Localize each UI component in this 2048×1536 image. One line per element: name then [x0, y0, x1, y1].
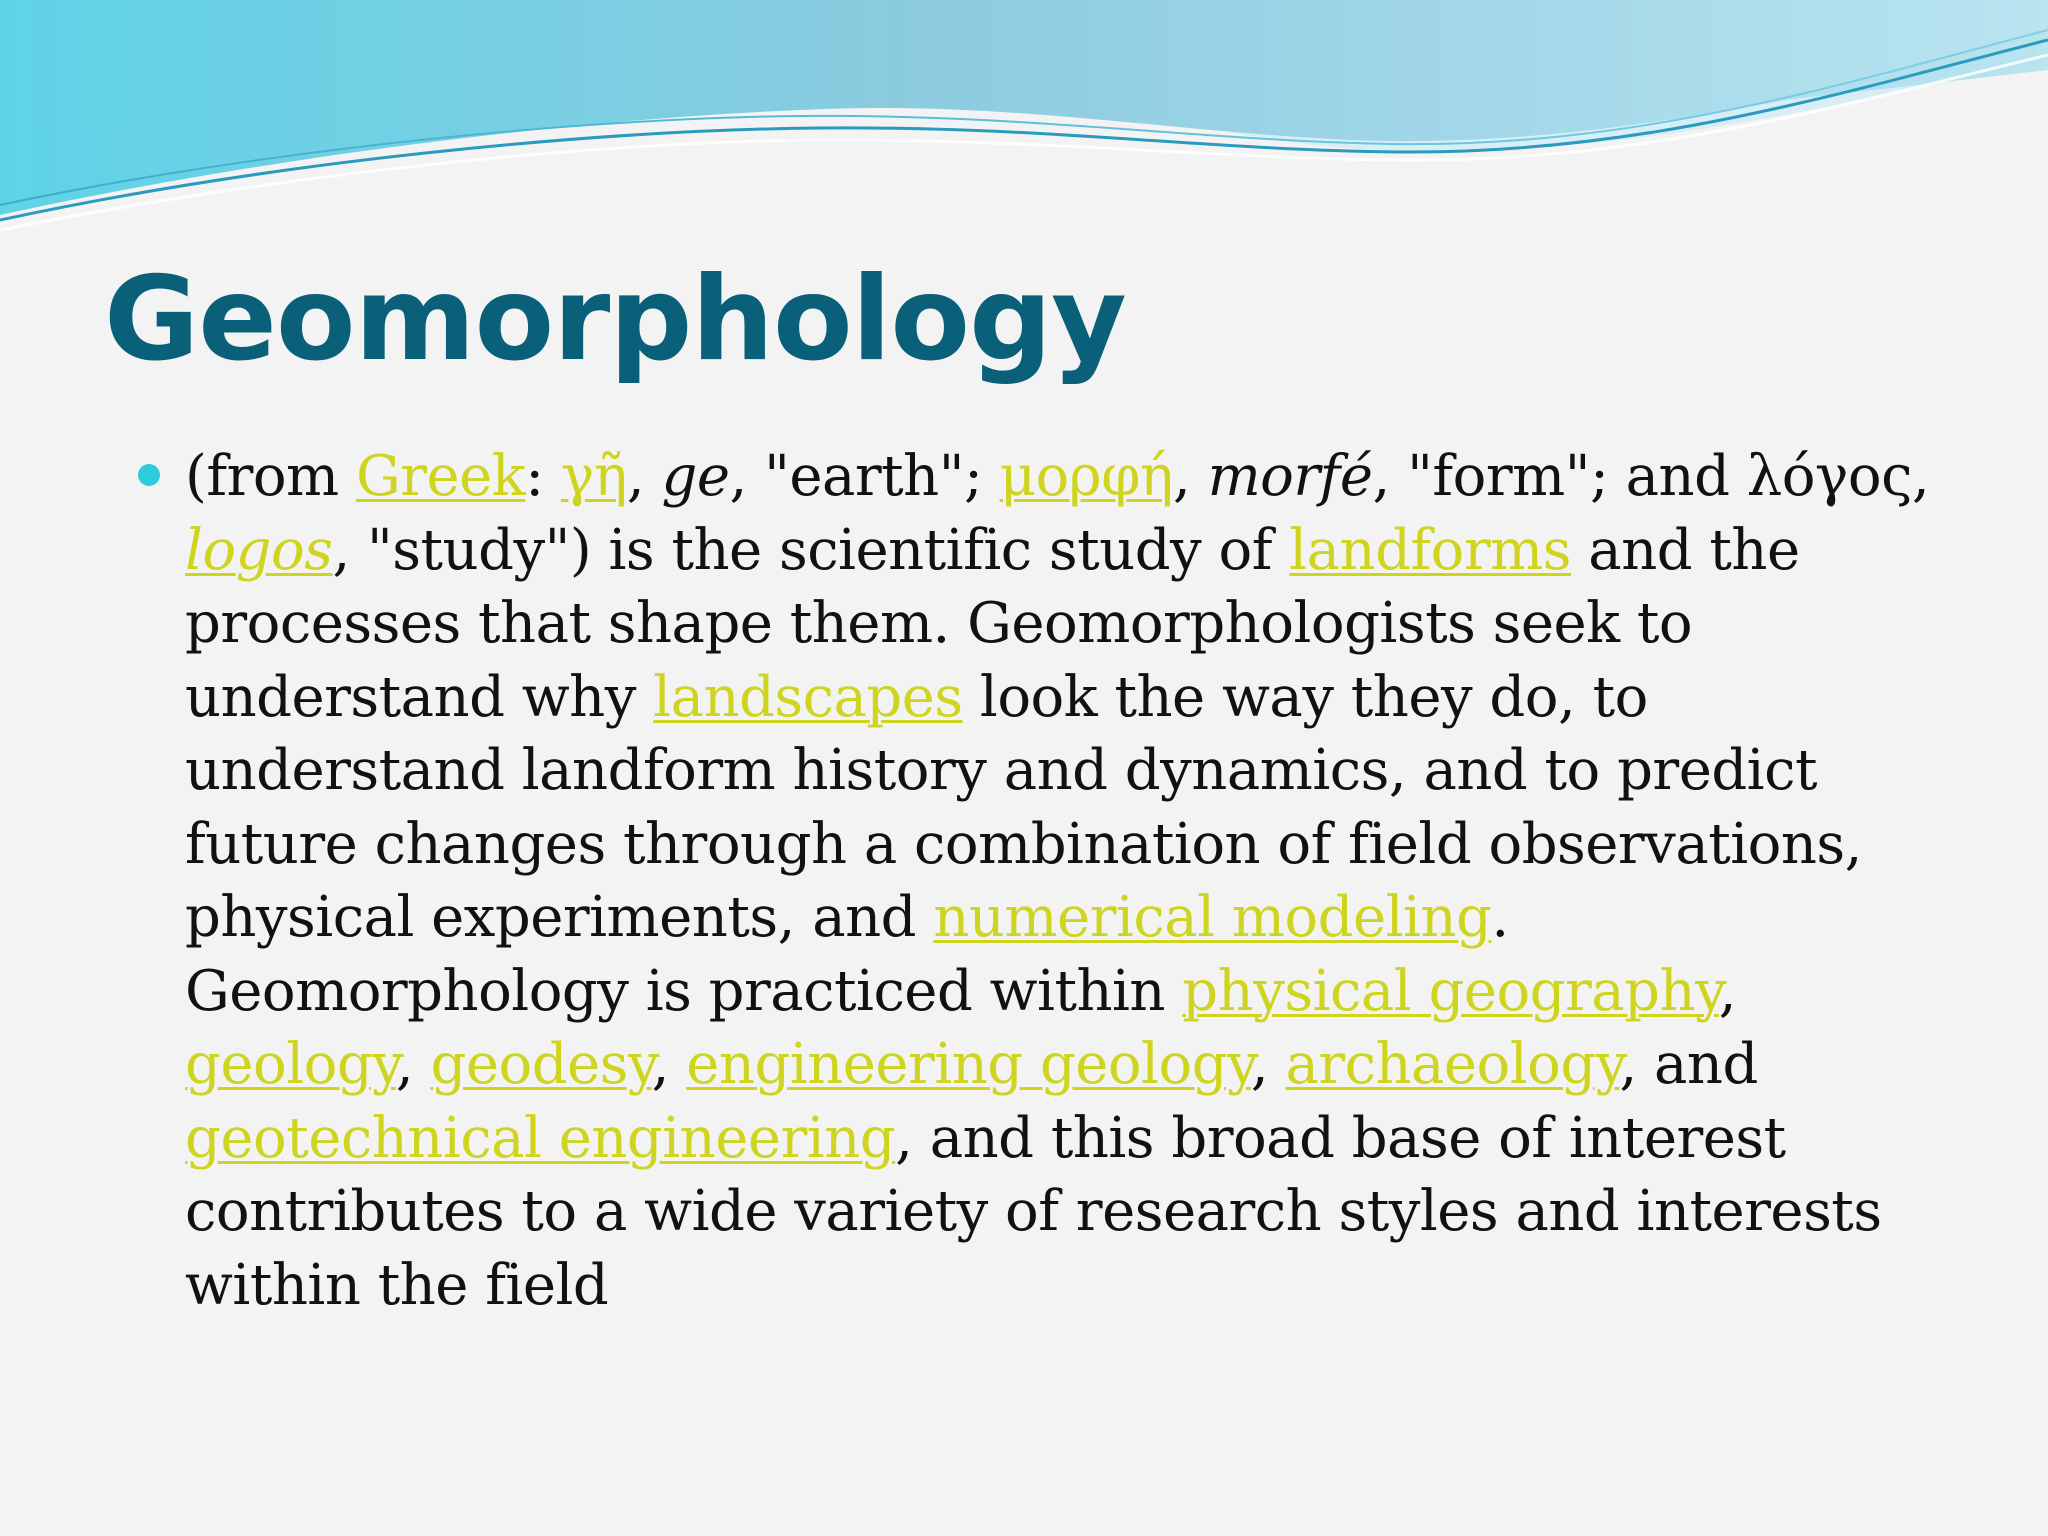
- link-archaeology[interactable]: archaeology: [1285, 1032, 1620, 1097]
- italic-term-ge: ge: [661, 444, 730, 509]
- text-segment: ,: [626, 444, 662, 509]
- text-segment: :: [525, 444, 561, 509]
- text-segment: ,: [1718, 958, 1737, 1024]
- text-segment: and the processes that shape them. Geomorphologists seek to understand why: [185, 517, 1800, 730]
- text-segment: . Geomorphology is practiced within: [185, 885, 1509, 1024]
- text-segment: ,: [1172, 444, 1208, 509]
- text-segment: , "earth";: [729, 444, 1000, 509]
- link-numerical-modeling[interactable]: numerical modeling: [933, 885, 1492, 950]
- link-geotechnical-engineering[interactable]: geotechnical engineering: [185, 1105, 896, 1171]
- text-segment: , and: [1619, 1032, 1758, 1097]
- text-segment: look the way they do, to understand landform history and dynamics, and to predict future changes through a combination of field observations, physical experiments, and: [185, 664, 1862, 950]
- link-logos[interactable]: logos: [185, 517, 333, 583]
- slide-title: Geomorphology: [104, 252, 1126, 387]
- text-segment: , and this broad base of interest contributes to a wide variety of research styles and interests within the field: [185, 1105, 1882, 1318]
- link-geology[interactable]: geology: [185, 1032, 396, 1097]
- link-morfe-greek[interactable]: μορφή: [999, 444, 1173, 509]
- link-landforms[interactable]: landforms: [1289, 517, 1571, 583]
- header-wave-decoration: [0, 0, 2048, 240]
- text-segment: ,: [1250, 1032, 1286, 1097]
- text-segment: ,: [651, 1032, 687, 1097]
- bullet-dot-icon: [138, 464, 160, 486]
- text-segment: , "form"; and λόγος,: [1372, 444, 1930, 509]
- text-segment: , "study") is the scientific study of: [332, 517, 1290, 583]
- definition-paragraph: [185, 440, 1945, 1322]
- italic-term-morfe: morfé: [1207, 444, 1373, 509]
- text-segment: ,: [395, 1032, 431, 1097]
- link-greek[interactable]: Greek: [355, 444, 526, 509]
- link-physical-geography[interactable]: physical geography: [1182, 958, 1719, 1024]
- link-engineering-geology[interactable]: engineering geology: [686, 1032, 1251, 1097]
- link-ge-greek[interactable]: γῆ: [560, 444, 627, 509]
- link-landscapes[interactable]: landscapes: [653, 664, 963, 730]
- link-geodesy[interactable]: geodesy: [430, 1032, 652, 1097]
- text-segment: (from: [185, 444, 356, 509]
